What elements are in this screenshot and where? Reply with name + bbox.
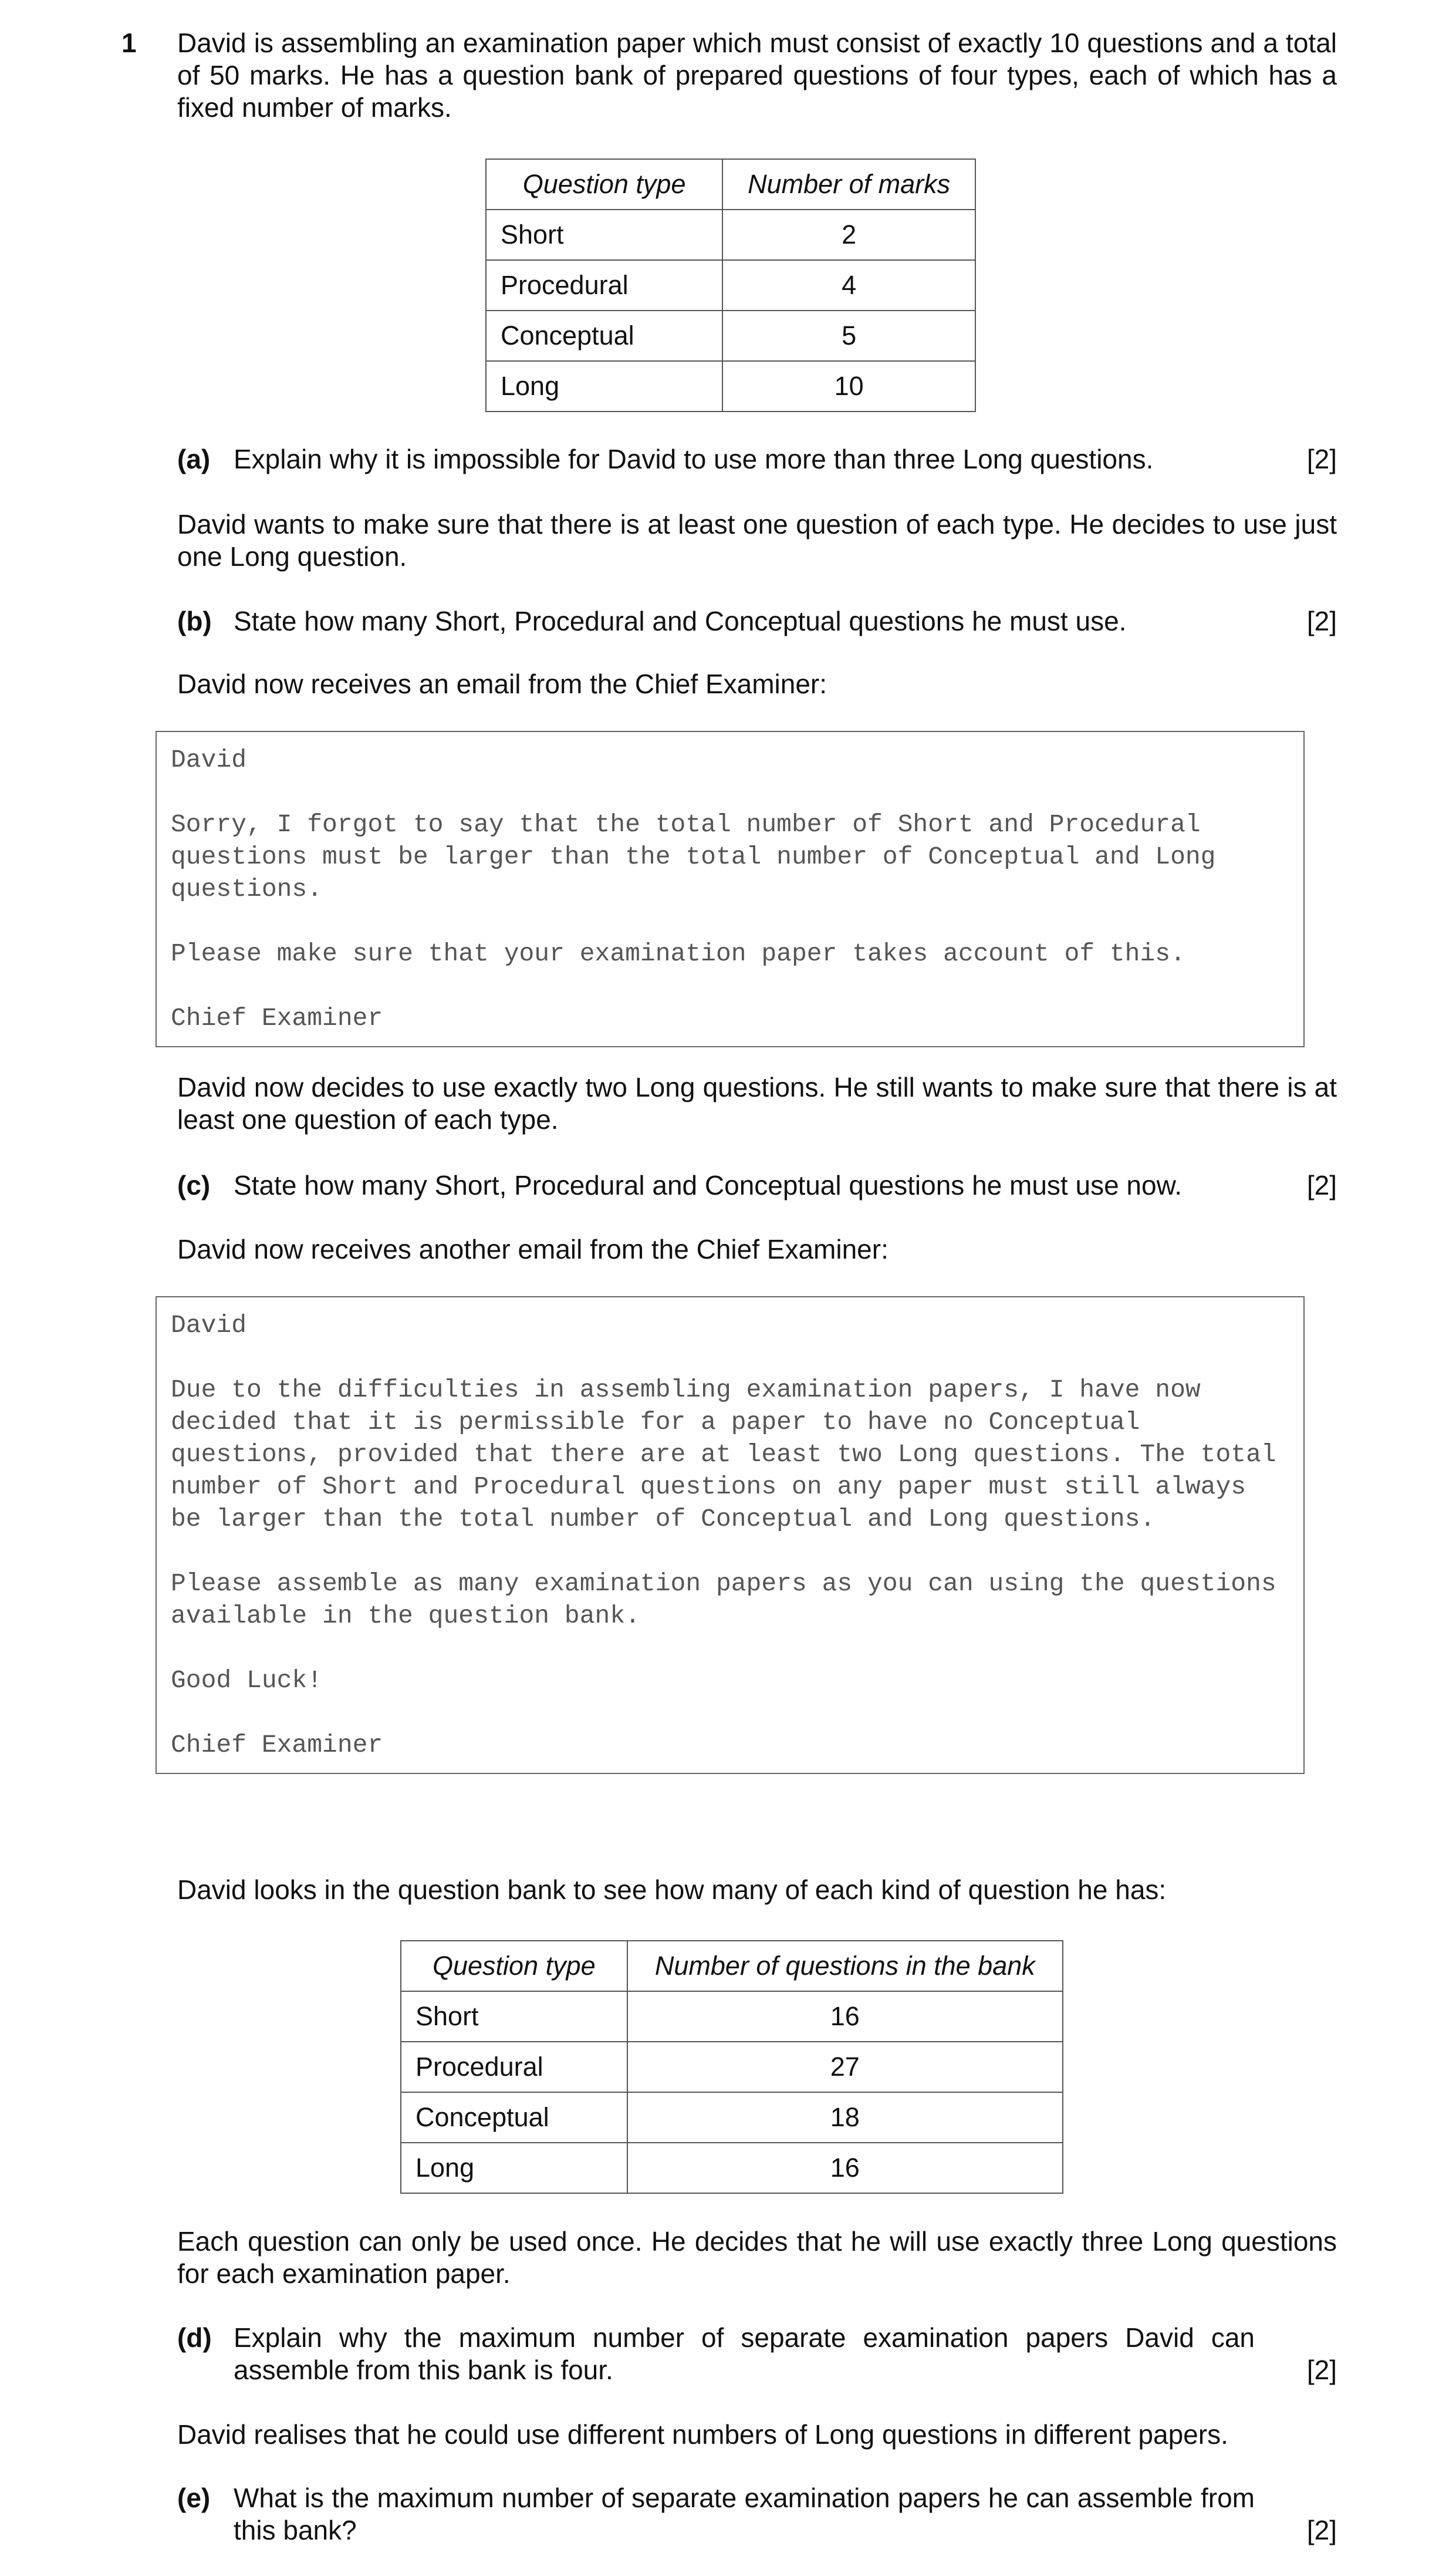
part-c-label: (c) [177, 1170, 211, 1200]
column-header: Number of questions in the bank [627, 1941, 1063, 1991]
marks-table [485, 158, 976, 412]
email-body: Due to the difficulties in assembling examination papers, I have now decided that it is permissible for a paper to have no Conceptual questions, provided that there are at least two Long questions. The total number of Short and Procedural questions on any paper must still always be larger than the total number of Conceptual and Long questions. [171, 1375, 1276, 1533]
table-cell: 16 [627, 2143, 1063, 2193]
email-body: Sorry, I forgot to say that the total number of Short and Procedural questions must be larger than the total number of Conceptual and Long questions. [171, 810, 1216, 903]
email-greeting: David [171, 746, 247, 774]
table-cell: Procedural [401, 2042, 627, 2092]
table-cell: 2 [722, 210, 975, 260]
table-cell: Long [486, 361, 722, 412]
part-a-text: Explain why it is impossible for David to use more than three Long questions. [234, 444, 1154, 474]
table-row [401, 1991, 1063, 2042]
paragraph-5: David looks in the question bank to see how many of each kind of question he has: [177, 1874, 1167, 1905]
paragraph-1: David wants to make sure that there is at least one question of each type. He decides to use just one Long question. [177, 509, 1337, 572]
intro-text: David is assembling an examination paper which must consist of exactly 10 questions and a total of 50 marks. He has a question bank of prepared questions of four types, each of which has a fixed number of marks. [177, 28, 1337, 123]
email-greeting: David [171, 1311, 247, 1340]
table-row [486, 361, 975, 412]
table-row [486, 210, 975, 260]
paragraph-7: David realises that he could use different numbers of Long questions in different papers. [177, 2419, 1228, 2450]
bank-table [400, 1940, 1063, 2194]
part-c-text: State how many Short, Procedural and Conceptual questions he must use now. [234, 1170, 1183, 1200]
part-e-label: (e) [177, 2483, 211, 2513]
paragraph-6: Each question can only be used once. He decides that he will use exactly three Long questions for each examination paper. [177, 2226, 1337, 2289]
part-d-label: (d) [177, 2322, 212, 2353]
table-cell: Conceptual [486, 311, 722, 361]
email-body: Please make sure that your examination paper takes account of this. [171, 939, 1185, 968]
table-cell: 18 [627, 2092, 1063, 2143]
table-cell: Procedural [486, 260, 722, 311]
table-cell: 27 [627, 2042, 1063, 2092]
part-a-label: (a) [177, 444, 211, 474]
email-body: Good Luck! [171, 1666, 323, 1695]
table-cell: Short [486, 210, 722, 260]
part-c-marks: [2] [1306, 1170, 1337, 1200]
table-cell: Long [401, 2143, 627, 2193]
email-box-2 [156, 1296, 1305, 1774]
table-cell: 4 [722, 260, 975, 311]
part-d-marks: [2] [1306, 2355, 1337, 2385]
question-number: 1 [121, 28, 137, 58]
table-row [401, 2143, 1063, 2193]
column-header: Question type [486, 159, 722, 210]
part-e-marks: [2] [1306, 2515, 1337, 2545]
table-row [401, 2042, 1063, 2092]
table-row [486, 260, 975, 311]
email-box-1 [156, 731, 1305, 1047]
table-row [486, 311, 975, 361]
part-b-marks: [2] [1306, 606, 1337, 636]
paragraph-2: David now receives an email from the Chief Examiner: [177, 669, 827, 699]
email-signature: Chief Examiner [171, 1004, 383, 1033]
table-row [401, 2092, 1063, 2143]
paragraph-3: David now decides to use exactly two Long questions. He still wants to make sure that there is at least one question of each type. [177, 1072, 1337, 1135]
column-header: Question type [401, 1941, 627, 1991]
column-header: Number of marks [722, 159, 975, 210]
paragraph-4: David now receives another email from the Chief Examiner: [177, 1234, 889, 1264]
email-signature: Chief Examiner [171, 1731, 383, 1759]
table-cell: 16 [627, 1991, 1063, 2042]
table-cell: Conceptual [401, 2092, 627, 2143]
part-e-text: What is the maximum number of separate examination papers he can assemble from this bank? [234, 2483, 1255, 2545]
table-cell: 10 [722, 361, 975, 412]
table-header-row [401, 1941, 1063, 1991]
part-b-label: (b) [177, 606, 212, 636]
part-b-text: State how many Short, Procedural and Conceptual questions he must use. [234, 606, 1127, 636]
part-d-text: Explain why the maximum number of separate examination papers David can assemble from this bank is four. [234, 2322, 1255, 2385]
email-body: Please assemble as many examination papers as you can using the questions available in the question bank. [171, 1569, 1276, 1630]
part-a-marks: [2] [1306, 444, 1337, 474]
table-cell: Short [401, 1991, 627, 2042]
table-header-row [486, 159, 975, 210]
table-cell: 5 [722, 311, 975, 361]
